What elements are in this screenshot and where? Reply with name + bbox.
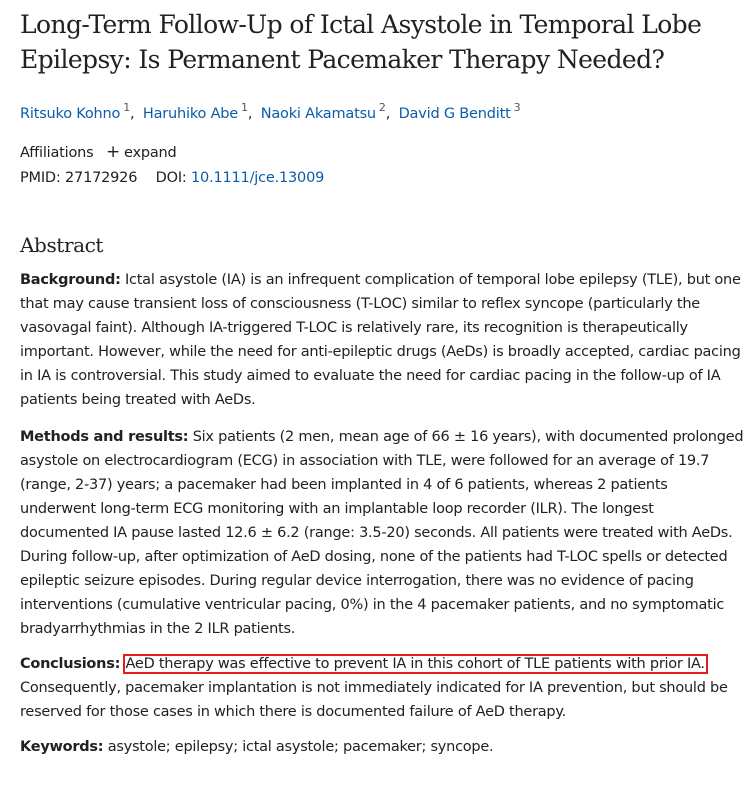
article-title: Long-Term Follow-Up of Ictal Asystole in Temporal Lobe Epilepsy: Is Permanent Pacemaker Therapy Needed? bbox=[20, 10, 702, 74]
expand-affiliations-button[interactable] bbox=[105, 142, 177, 162]
pmid-label: PMID: bbox=[20, 170, 61, 186]
abstract-conclusions bbox=[20, 652, 744, 724]
author-item bbox=[142, 101, 248, 122]
separator: , bbox=[385, 106, 391, 122]
author-list bbox=[20, 98, 744, 124]
separator: , bbox=[130, 106, 135, 122]
author-item bbox=[260, 101, 386, 122]
abstract-background bbox=[20, 268, 744, 412]
identifiers-row bbox=[20, 168, 744, 188]
author-link[interactable]: Haruhiko Abe bbox=[142, 106, 239, 122]
methods-text: Six patients (2 men, mean age of 66 ± 16 years), with documented prolonged asystole on electrocardiogram (ECG) in association with TLE, were followed for an average of 19.7 (range, 2-37) years; a pacemaker had been implanted in 4 of 6 patients, whereas 2 patients underwent long-term ECG monitoring with an implantable loop recorder (ILR). The longest documented IA pause lasted 12.6 ± 6.2 (range: 3.5-20) seconds. All patients were treated with AeDs. During follow-up, after optimization of AeD dosing, none of the patients had T-LOC spells or detected epileptic seizure episodes. During regular device interrogation, there was no evidence of pacing interventions (cumulative ventricular pacing, 0%) in the 4 pacemaker patients, and no symptomatic bradyarrhythmias in the 2 ILR patients. bbox=[20, 429, 744, 637]
author-link[interactable]: Ritsuko Kohno bbox=[20, 106, 121, 122]
background-text: Ictal asystole (IA) is an infrequent complication of temporal lobe epilepsy (TLE), but one that may cause transient loss of consciousness (T-LOC) similar to reflex syncope (particularly the vasovagal faint). Although IA-triggered T-LOC is relatively rare, its recognition is therapeutically important. However, while the need for anti-epileptic drugs (AeDs) is broadly accepted, cardiac pacing in IA is controversial. This study aimed to evaluate the need for cardiac pacing in the follow-up of IA patients being treated with AeDs. bbox=[20, 272, 741, 408]
abstract-heading: Abstract bbox=[20, 233, 104, 257]
affiliations-row bbox=[20, 142, 744, 163]
keywords-text: asystole; epilepsy; ictal asystole; pacemaker; syncope. bbox=[103, 739, 494, 755]
plus-icon: + bbox=[105, 142, 120, 162]
author-item bbox=[20, 101, 131, 122]
affiliation-number[interactable]: 3 bbox=[513, 101, 521, 114]
article-page bbox=[20, 0, 744, 759]
author-link[interactable]: David G Benditt bbox=[398, 106, 511, 122]
pmid-value: 27172926 bbox=[65, 170, 138, 186]
affiliation-number[interactable]: 1 bbox=[241, 101, 248, 114]
author-link[interactable]: Naoki Akamatsu bbox=[260, 106, 376, 122]
keywords-label: Keywords: bbox=[20, 739, 104, 755]
affiliation-number[interactable]: 2 bbox=[378, 101, 386, 114]
doi-label: DOI: bbox=[155, 170, 187, 186]
methods-label: Methods and results: bbox=[20, 429, 189, 445]
affiliation-number[interactable]: 1 bbox=[123, 101, 131, 114]
background-label: Background: bbox=[20, 272, 121, 288]
highlighted-sentence: AeD therapy was effective to prevent IA in this cohort of TLE patients with prior IA. bbox=[125, 656, 705, 672]
abstract-methods bbox=[20, 425, 744, 641]
conclusions-text: Consequently, pacemaker implantation is not immediately indicated for IA prevention, but should be reserved for those cases in which there is documented failure of AeD therapy. bbox=[20, 680, 728, 720]
abstract-keywords bbox=[20, 735, 744, 759]
conclusions-label: Conclusions: bbox=[20, 656, 121, 672]
expand-label: expand bbox=[123, 145, 177, 161]
author-item bbox=[398, 101, 521, 122]
doi-link[interactable]: 10.1111/jce.13009 bbox=[191, 170, 325, 186]
affiliations-label: Affiliations bbox=[20, 145, 94, 161]
separator: , bbox=[247, 106, 253, 122]
